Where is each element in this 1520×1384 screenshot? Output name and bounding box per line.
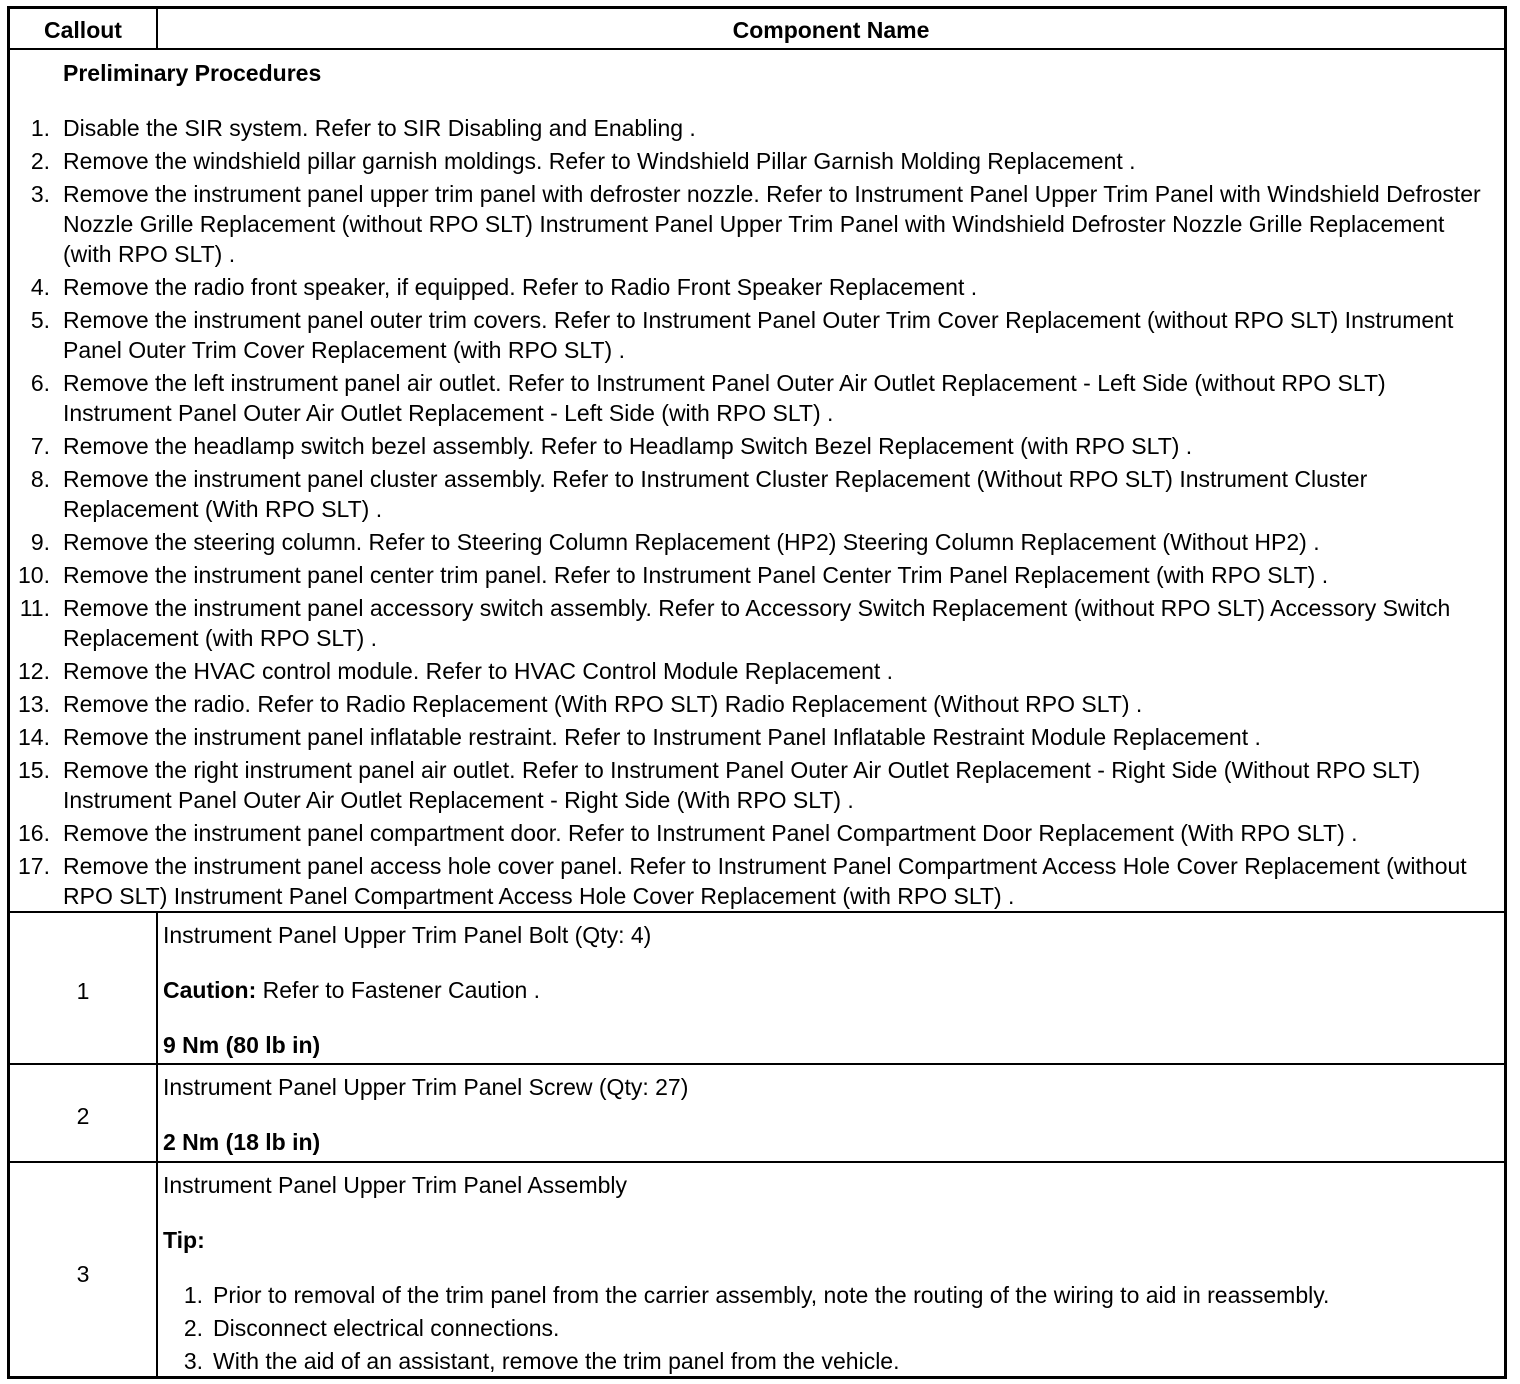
component-3-name: Instrument Panel Upper Trim Panel Assembly — [163, 1172, 628, 1198]
preliminary-step — [10, 656, 1504, 686]
preliminary-step — [10, 464, 1504, 524]
preliminary-step — [10, 179, 1504, 269]
step-number: 11. — [19, 595, 50, 621]
tip-text: With the aid of an assistant, remove the trim panel from the vehicle. — [213, 1348, 900, 1374]
preliminary-title: Preliminary Procedures — [63, 60, 322, 86]
step-text: Remove the instrument panel center trim panel. Refer to Instrument Panel Center Trim Panel Replacement (with RPO SLT) . — [63, 562, 1329, 588]
component-1-name: Instrument Panel Upper Trim Panel Bolt (Qty: 4) — [163, 922, 652, 948]
step-number: 16. — [18, 820, 50, 846]
component-1-caution — [163, 977, 1493, 1003]
step-text: Remove the instrument panel outer trim covers. Refer to Instrument Panel Outer Trim Cover Replacement (without RPO SLT) Instrument Panel Outer Trim Cover Replacement (with RPO SLT) . — [63, 307, 1454, 363]
header-rule — [10, 48, 1504, 50]
preliminary-step — [10, 818, 1504, 848]
callout-1: 1 — [76, 978, 90, 1004]
step-number: 5. — [30, 307, 50, 333]
step-text: Remove the right instrument panel air outlet. Refer to Instrument Panel Outer Air Outlet Replacement - Right Side (Without RPO SLT) Instrument Panel Outer Air Outlet Replacement - Right Side (With RPO SLT) . — [63, 757, 1421, 813]
preliminary-step — [10, 851, 1504, 911]
step-text: Remove the radio front speaker, if equipped. Refer to Radio Front Speaker Replacement . — [63, 274, 978, 300]
preliminary-rule — [10, 911, 1504, 913]
preliminary-steps — [10, 113, 1504, 914]
preliminary-step — [10, 689, 1504, 719]
step-number: 3. — [30, 181, 50, 207]
step-number: 7. — [30, 433, 50, 459]
component-1-torque: 9 Nm (80 lb in) — [163, 1032, 321, 1058]
step-text: Remove the HVAC control module. Refer to HVAC Control Module Replacement . — [63, 658, 894, 684]
callout-2: 2 — [76, 1103, 90, 1129]
step-text: Remove the instrument panel access hole cover panel. Refer to Instrument Panel Compartment Access Hole Cover Replacement (without RPO SLT) Instrument Panel Compartment Access Hole Cover Replacement (with RPO SLT) . — [63, 853, 1467, 909]
preliminary-step — [10, 146, 1504, 176]
step-text: Remove the instrument panel compartment door. Refer to Instrument Panel Compartment Door Replacement (With RPO SLT) . — [63, 820, 1358, 846]
tip-step — [163, 1280, 1493, 1310]
step-number: 1. — [30, 115, 50, 141]
header-component-name: Component Name — [732, 17, 930, 43]
step-number: 8. — [30, 466, 50, 492]
step-text: Remove the instrument panel cluster assembly. Refer to Instrument Cluster Replacement (Without RPO SLT) Instrument Cluster Replacement (With RPO SLT) . — [63, 466, 1368, 522]
preliminary-step — [10, 431, 1504, 461]
component-2-torque: 2 Nm (18 lb in) — [163, 1129, 321, 1155]
tip-number: 1. — [183, 1282, 203, 1308]
step-number: 6. — [30, 370, 50, 396]
step-text: Disable the SIR system. Refer to SIR Disabling and Enabling . — [63, 115, 696, 141]
tip-number: 3. — [183, 1348, 203, 1374]
tip-steps — [163, 1280, 1493, 1376]
step-text: Remove the headlamp switch bezel assembly. Refer to Headlamp Switch Bezel Replacement (with RPO SLT) . — [63, 433, 1193, 459]
step-number: 2. — [30, 148, 50, 174]
preliminary-step — [10, 368, 1504, 428]
step-text: Remove the windshield pillar garnish moldings. Refer to Windshield Pillar Garnish Molding Replacement . — [63, 148, 1136, 174]
preliminary-step — [10, 527, 1504, 557]
step-number: 10. — [18, 562, 50, 588]
preliminary-step — [10, 305, 1504, 365]
step-text: Remove the instrument panel upper trim panel with defroster nozzle. Refer to Instrument Panel Upper Trim Panel with Windshield Defroster Nozzle Grille Replacement (without RPO SLT) Instrument Panel Upper Trim Panel with Windshield Defroster Nozzle Grille Replacement (with RPO SLT) . — [63, 181, 1481, 267]
component-3-tip-label: Tip: — [163, 1227, 205, 1253]
step-number: 13. — [18, 691, 50, 717]
step-number: 14. — [18, 724, 50, 750]
step-text: Remove the radio. Refer to Radio Replacement (With RPO SLT) Radio Replacement (Without RPO SLT) . — [63, 691, 1143, 717]
callout-3: 3 — [76, 1261, 90, 1287]
tip-step — [163, 1313, 1493, 1343]
step-number: 9. — [30, 529, 50, 555]
step-number: 15. — [18, 757, 50, 783]
tip-step — [163, 1346, 1493, 1376]
step-text: Remove the steering column. Refer to Steering Column Replacement (HP2) Steering Column Replacement (Without HP2) . — [63, 529, 1320, 555]
row-2-rule — [10, 1161, 1504, 1163]
caution-label: Caution: — [163, 977, 257, 1003]
callout-table — [7, 6, 1507, 1379]
tip-text: Disconnect electrical connections. — [213, 1315, 560, 1341]
header-divider — [156, 9, 158, 49]
step-number: 12. — [18, 658, 50, 684]
preliminary-step — [10, 593, 1504, 653]
preliminary-step — [10, 113, 1504, 143]
preliminary-step — [10, 722, 1504, 752]
callout-divider — [156, 911, 158, 1377]
step-text: Remove the instrument panel accessory switch assembly. Refer to Accessory Switch Replacement (without RPO SLT) Accessory Switch Replacement (with RPO SLT) . — [63, 595, 1451, 651]
tip-number: 2. — [183, 1315, 203, 1341]
preliminary-step — [10, 560, 1504, 590]
step-number: 4. — [30, 274, 50, 300]
header-callout: Callout — [44, 17, 122, 43]
caution-text: Refer to Fastener Caution . — [256, 977, 541, 1003]
step-number: 17. — [18, 853, 50, 879]
preliminary-step — [10, 272, 1504, 302]
preliminary-step — [10, 755, 1504, 815]
step-text: Remove the instrument panel inflatable restraint. Refer to Instrument Panel Inflatable Restraint Module Replacement . — [63, 724, 1261, 750]
row-1-rule — [10, 1063, 1504, 1065]
component-2-name: Instrument Panel Upper Trim Panel Screw (Qty: 27) — [163, 1074, 689, 1100]
component-3-tips — [163, 1280, 1493, 1379]
tip-text: Prior to removal of the trim panel from the carrier assembly, note the routing of the wiring to aid in reassembly. — [213, 1282, 1330, 1308]
step-text: Remove the left instrument panel air outlet. Refer to Instrument Panel Outer Air Outlet Replacement - Left Side (without RPO SLT) Instrument Panel Outer Air Outlet Replacement - Left Side (with RPO SLT) . — [63, 370, 1386, 426]
